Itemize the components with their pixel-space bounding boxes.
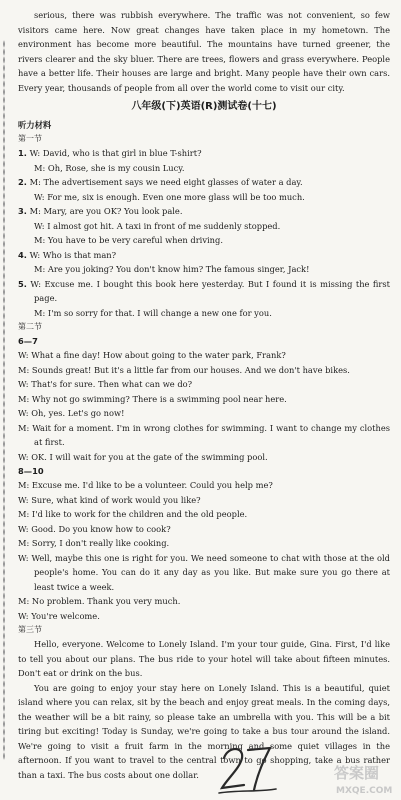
- dialogue-line: M: I'm so sorry for that. I will change a new one for you.: [34, 307, 272, 318]
- dialogue-line: M: No problem. Thank you very much.: [18, 596, 181, 606]
- monologue-paragraph-2: You are going to enjoy your stay here on Lonely Island. This is a beautiful, quiet island where you can relax, sit by the beach and enjoy great meals. In the coming days, the weather will be a bit rainy, so please take an umbrella with you. This will be a bit tiring but exciting! Today is Sunday, we're going to take a bus tour around the island. We're going to visit a fruit farm in the morning and some quiet villages in the afternoon. If you want to travel to the central town to go shopping, take a bus rather than a taxi. The bus costs about one dollar.: [18, 682, 390, 780]
- dialogue-line: M: Oh, Rose, she is my cousin Lucy.: [34, 162, 185, 173]
- item-3: [18, 204, 390, 219]
- watermark-logo: [330, 760, 398, 798]
- item-number: 5.: [18, 278, 27, 289]
- item-2: [18, 175, 390, 190]
- dialogue-line: M: The advertisement says we need eight glasses of water a day.: [29, 177, 303, 187]
- dialogue-line: M: Mary, are you OK? You look pale.: [29, 206, 183, 216]
- binding-margin-dots: [3, 40, 5, 760]
- dialogue-line: W: Who is that man?: [29, 249, 117, 260]
- section-1-items: [18, 146, 390, 320]
- content-column: [18, 8, 390, 782]
- dialogue-line: M: You have to be very careful when driving.: [34, 235, 223, 245]
- section-3-label: 第三节: [18, 625, 42, 634]
- dialogue-line: M: Are you joking? You don't know him? The famous singer, Jack!: [34, 264, 310, 274]
- dialogue-line: W: OK. I will wait for you at the gate of the swimming pool.: [18, 451, 268, 462]
- dialogue-line: M: Sounds great! But it's a little far from our houses. And we don't have bikes.: [18, 364, 350, 375]
- dialogue-line: W: For me, six is enough. Even one more glass will be too much.: [34, 191, 305, 202]
- group-6-7-dialogue: [18, 348, 390, 464]
- group-8-10-label: 8—10: [18, 466, 44, 476]
- item-number: 4.: [18, 249, 27, 260]
- section-1-label: 第一节: [18, 134, 42, 143]
- group-6-7-label: 6—7: [18, 336, 38, 346]
- dialogue-line: M: Excuse me. I'd like to be a volunteer. Could you help me?: [18, 480, 273, 490]
- item-4: [18, 248, 390, 263]
- dialogue-line: W: What a fine day! How about going to the water park, Frank?: [18, 350, 286, 360]
- dialogue-line: W: I almost got hit. A taxi in front of me suddenly stopped.: [34, 220, 281, 231]
- dialogue-line: M: Why not go swimming? There is a swimming pool near here.: [18, 393, 287, 404]
- item-number: 1.: [18, 148, 27, 158]
- svg-text:MXQE.COM: MXQE.COM: [336, 786, 393, 796]
- section-2-label: 第二节: [18, 322, 42, 331]
- test-title: 八年级(下)英语(R)测试卷(十七): [131, 101, 277, 112]
- item-5: [18, 277, 390, 306]
- intro-paragraph: serious, there was rubbish everywhere. The traffic was not convenient, so few visitors came here. Now great changes have taken place in my hometown. The environment has become more beautiful. The mountains have turned greener, the rivers clearer and the sky bluer. There are trees, flowers and grass everywhere. People have a better life. Their houses are large and bright. Many people have their own cars. Every year, thousands of people from all over the world come to visit our city.: [18, 10, 390, 93]
- dialogue-line: M: Sorry, I don't really like cooking.: [18, 538, 170, 548]
- dialogue-line: W: Well, maybe this one is right for you. We need someone to chat with those at the old people's home. You can do it any day as you like. But make sure you go there at least twice a week.: [18, 552, 390, 592]
- dialogue-line: M: I'd like to work for the children and the old people.: [18, 509, 248, 519]
- handwritten-page-number: [218, 738, 278, 796]
- dialogue-line: W: David, who is that girl in blue T-shirt?: [29, 148, 202, 158]
- monologue-paragraph-1: Hello, everyone. Welcome to Lonely Island. I'm your tour guide, Gina. First, I'd like to tell you about our plans. The bus ride to your hotel will take about fifteen minutes. Don't eat or drink on the bus.: [18, 639, 390, 678]
- dialogue-line: W: Oh, yes. Let's go now!: [18, 408, 125, 418]
- dialogue-line: W: You're welcome.: [18, 610, 100, 621]
- item-1: [18, 146, 390, 161]
- dialogue-line: W: Sure, what kind of work would you like?: [18, 494, 201, 505]
- listening-heading: 听力材料: [18, 120, 52, 130]
- dialogue-line: W: Good. Do you know how to cook?: [18, 523, 171, 534]
- svg-text:答案圈: 答案圈: [334, 764, 380, 782]
- dialogue-line: W: Excuse me. I bought this book here yesterday. But I found it is missing the first page.: [30, 278, 390, 303]
- dialogue-line: W: That's for sure. Then what can we do?: [18, 379, 193, 389]
- item-number: 2.: [18, 177, 27, 187]
- group-8-10-dialogue: [18, 478, 390, 623]
- dialogue-line: M: Wait for a moment. I'm in wrong clothes for swimming. I want to change my clothes at first.: [18, 422, 390, 447]
- item-number: 3.: [18, 206, 27, 216]
